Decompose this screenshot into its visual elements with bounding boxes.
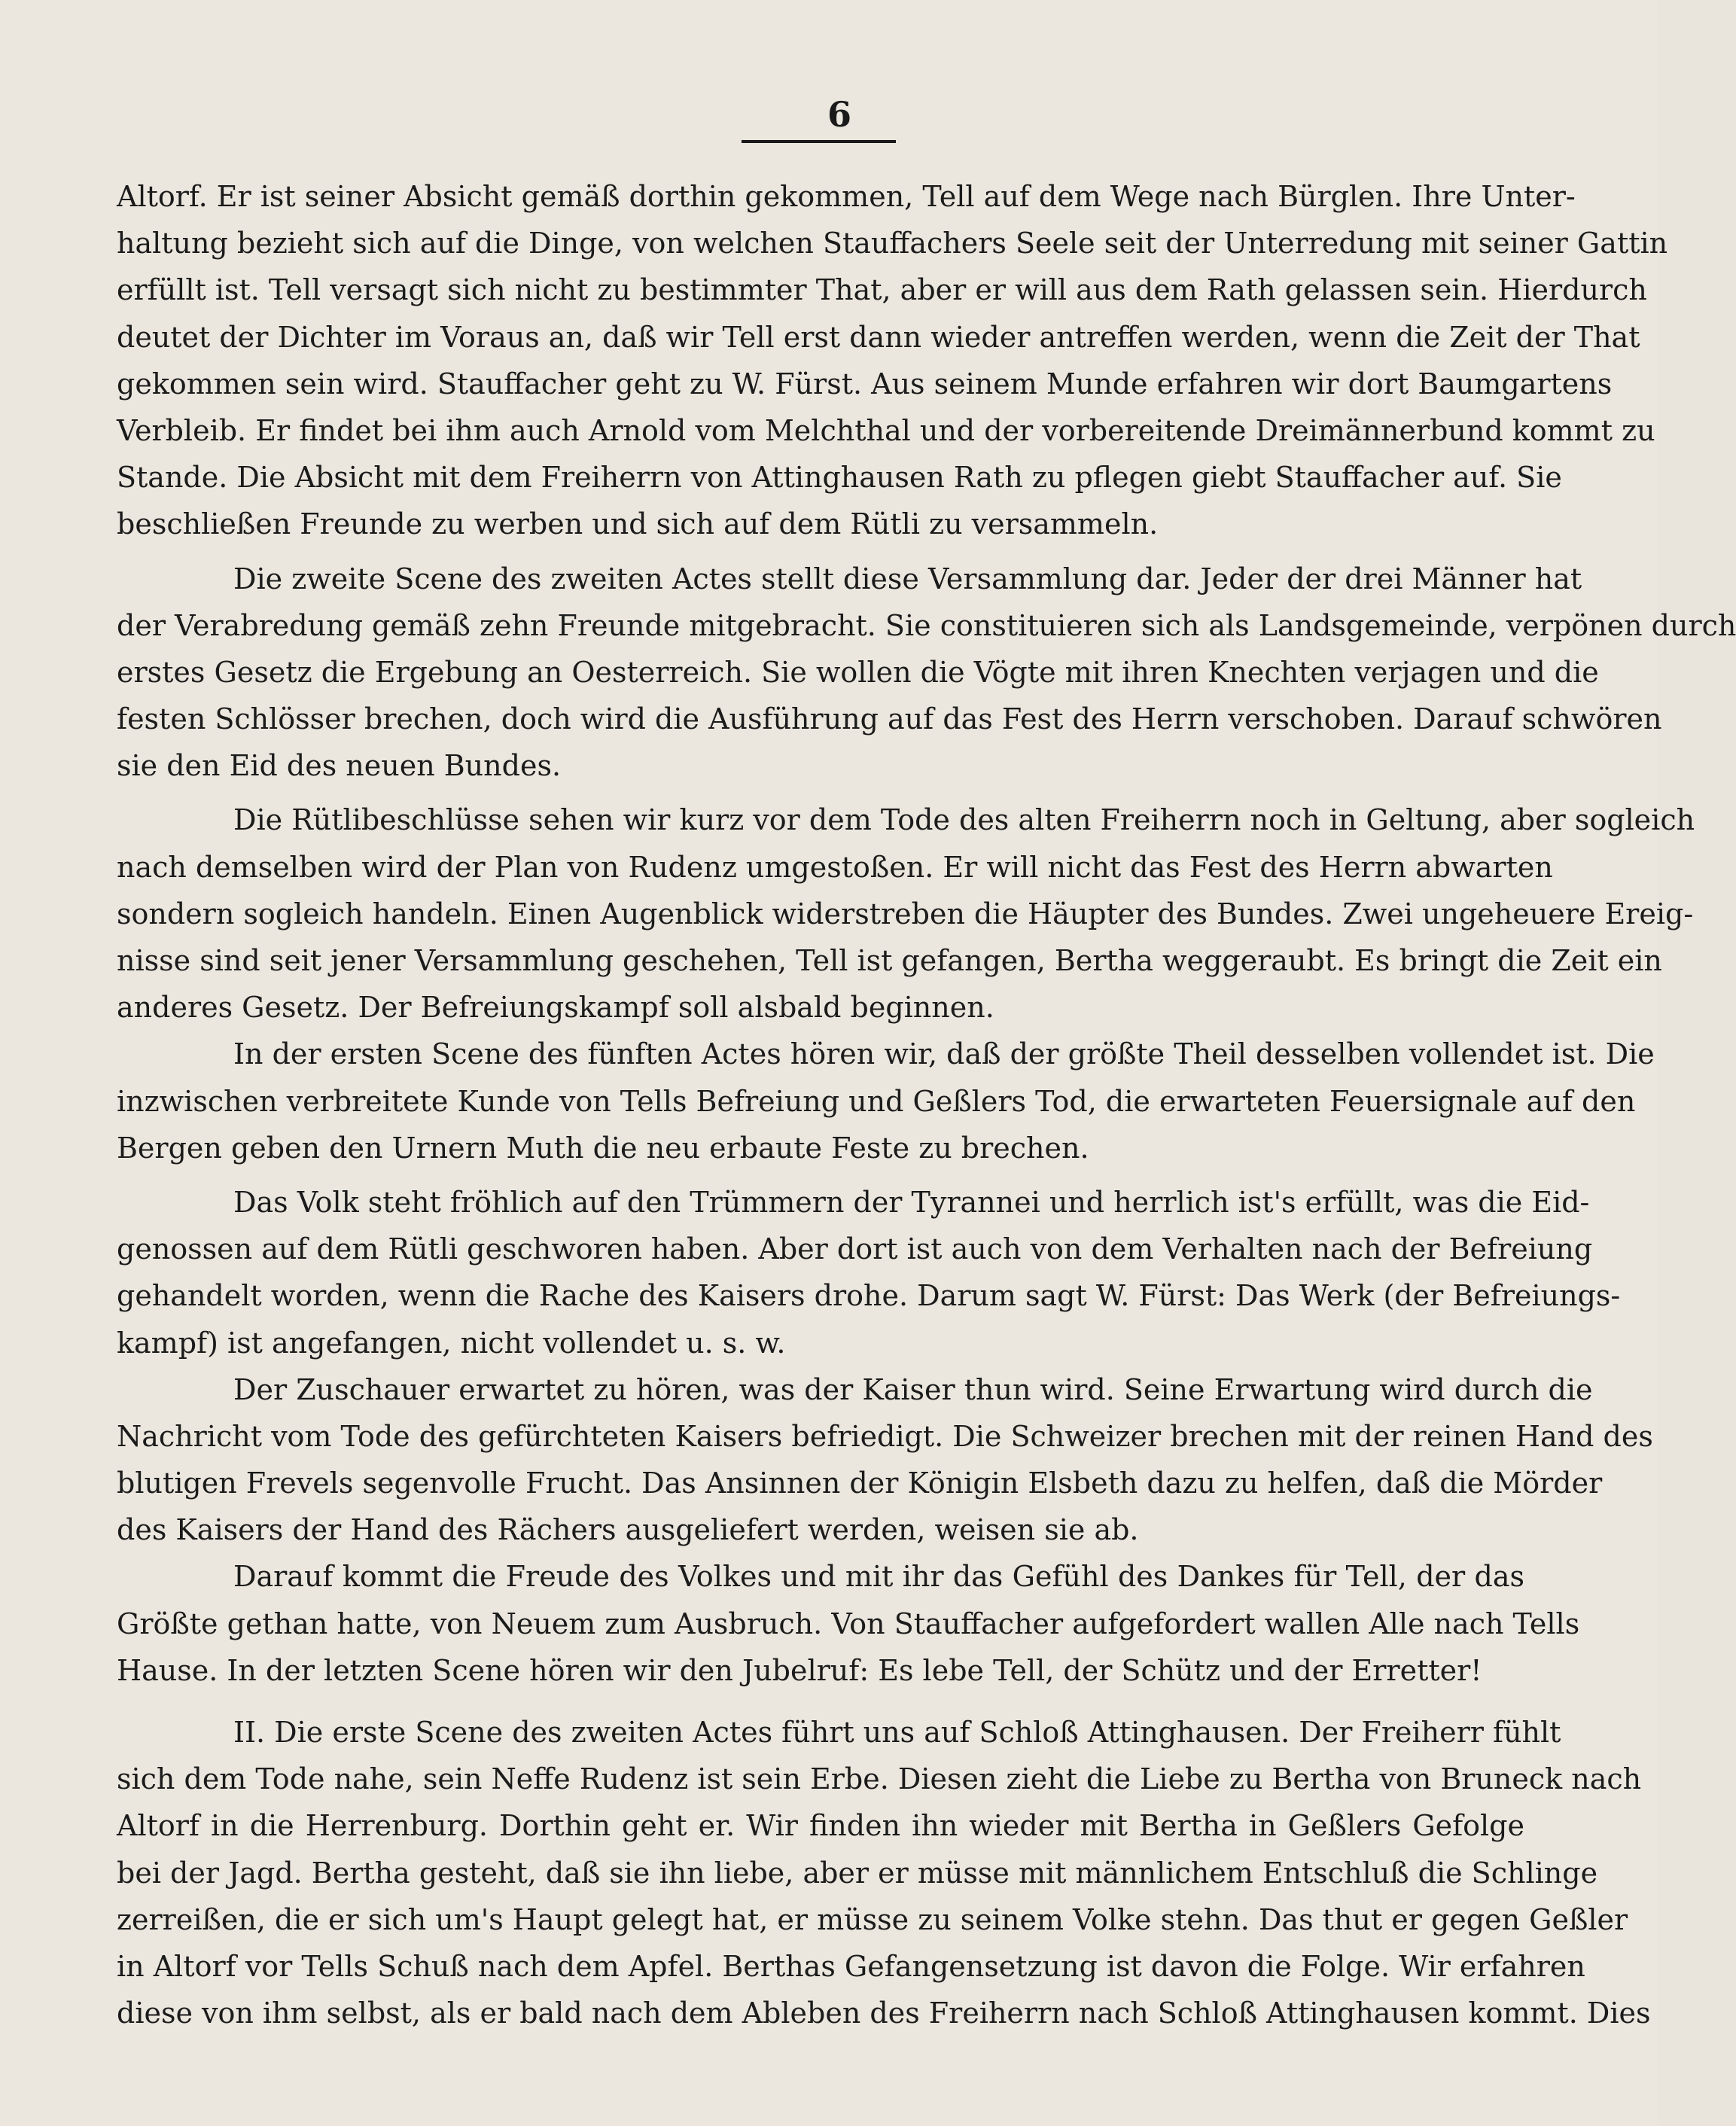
text-line: Altorf in die Herrenburg. Dorthin geht er. Wir finden ihn wieder mit Bertha in Geßlers Gefolge <box>117 1809 1524 1843</box>
text-line: beschließen Freunde zu werben und sich auf dem Rütli zu versammeln. <box>117 507 1159 541</box>
text-line: Verbleib. Er findet bei ihm auch Arnold vom Melchthal und der vorbereitende Dreimännerbund kommt zu <box>117 413 1655 447</box>
paragraph-4 <box>117 1031 1655 1171</box>
text-line: gekommen sein wird. Stauffacher geht zu W. Fürst. Aus seinem Munde erfahren wir dort Baumgartens <box>117 367 1613 401</box>
text-line: erstes Gesetz die Ergebung an Oesterreich. Sie wollen die Vögte mit ihren Knechten verjagen und die <box>117 655 1599 689</box>
text-line: kampf) ist angefangen, nicht vollendet u. s. w. <box>117 1326 786 1360</box>
body-text <box>117 173 1736 2036</box>
paragraph-2 <box>117 556 1736 790</box>
paragraph-section-ii <box>117 1709 1651 2036</box>
text-line: gehandelt worden, wenn die Rache des Kaisers drohe. Darum sagt W. Fürst: Das Werk (der Befreiungs- <box>117 1279 1621 1313</box>
text-line: Altorf. Er ist seiner Absicht gemäß dorthin gekommen, Tell auf dem Wege nach Bürglen. Ihre Unter- <box>117 180 1576 213</box>
text-line: II. Die erste Scene des zweiten Actes führt uns auf Schloß Attinghausen. Der Freiherr fühlt <box>233 1716 1561 1749</box>
text-line: sie den Eid des neuen Bundes. <box>117 749 562 783</box>
text-line: festen Schlösser brechen, doch wird die Ausführung auf das Fest des Herrn verschoben. Darauf schwören <box>117 702 1662 736</box>
text-line: In der ersten Scene des fünften Actes hören wir, daß der größte Theil desselben vollendet ist. Die <box>233 1037 1655 1071</box>
paragraph-1 <box>117 173 1668 548</box>
text-line: in Altorf vor Tells Schuß nach dem Apfel. Berthas Gefangensetzung ist davon die Folge. Wir erfahren <box>117 1949 1585 1983</box>
text-line: Die Rütlibeschlüsse sehen wir kurz vor dem Tode des alten Freiherrn noch in Geltung, aber sogleich <box>233 803 1695 837</box>
paragraph-6 <box>117 1366 1653 1554</box>
text-line: Bergen geben den Urnern Muth die neu erbaute Feste zu brechen. <box>117 1131 1089 1165</box>
text-line: Der Zuschauer erwartet zu hören, was der Kaiser thun wird. Seine Erwartung wird durch die <box>233 1372 1593 1406</box>
text-line: Nachricht vom Tode des gefürchteten Kaisers befriedigt. Die Schweizer brechen mit der reinen Hand des <box>117 1419 1653 1453</box>
text-line: sich dem Tode nahe, sein Neffe Rudenz ist sein Erbe. Diesen zieht die Liebe zu Bertha von Bruneck nach <box>117 1762 1642 1796</box>
text-line: des Kaisers der Hand des Rächers ausgeliefert werden, weisen sie ab. <box>117 1513 1139 1547</box>
text-line: blutigen Frevels segenvolle Frucht. Das Ansinnen der Königin Elsbeth dazu zu helfen, daß die Mörder <box>117 1467 1603 1500</box>
text-line: bei der Jagd. Bertha gesteht, daß sie ihn liebe, aber er müsse mit männlichem Entschluß die Schlinge <box>117 1856 1598 1890</box>
text-line: Die zweite Scene des zweiten Actes stellt diese Versammlung dar. Jeder der drei Männer hat <box>233 562 1582 595</box>
text-line: Größte gethan hatte, von Neuem zum Ausbruch. Von Stauffacher aufgefordert wallen Alle nach Tells <box>117 1607 1580 1640</box>
text-line: haltung bezieht sich auf die Dinge, von welchen Stauffachers Seele seit der Unterredung mit seiner Gattin <box>117 227 1668 260</box>
paragraph-5 <box>117 1179 1621 1366</box>
text-line: inzwischen verbreitete Kunde von Tells Befreiung und Geßlers Tod, die erwarteten Feuersignale auf den <box>117 1084 1636 1118</box>
text-line: Darauf kommt die Freude des Volkes und mit ihr das Gefühl des Dankes für Tell, der das <box>233 1560 1524 1594</box>
text-line: diese von ihm selbst, als er bald nach dem Ableben des Freiherrn nach Schloß Attinghausen kommt. Dies <box>117 1997 1651 2030</box>
text-line: anderes Gesetz. Der Befreiungskampf soll alsbald beginnen. <box>117 991 994 1025</box>
text-line: Stande. Die Absicht mit dem Freiherrn von Attinghausen Rath zu pflegen giebt Stauffacher auf. Sie <box>117 461 1562 495</box>
text-line: sondern sogleich handeln. Einen Augenblick widerstreben die Häupter des Bundes. Zwei ungeheuere Ereig- <box>117 897 1694 931</box>
page-number-rule <box>742 140 896 143</box>
text-line: der Verabredung gemäß zehn Freunde mitgebracht. Sie constituieren sich als Landsgemeinde, verpönen durch <box>117 608 1736 642</box>
text-line: zerreißen, die er sich um's Haupt gelegt hat, er müsse zu seinem Volke stehn. Das thut er gegen Geßler <box>117 1902 1628 1936</box>
text-line: nisse sind seit jener Versammlung geschehen, Tell ist gefangen, Bertha weggeraubt. Es bringt die Zeit ein <box>117 944 1662 977</box>
text-line: Hause. In der letzten Scene hören wir den Jubelruf: Es lebe Tell, der Schütz und der Erretter! <box>117 1653 1482 1687</box>
text-line: deutet der Dichter im Voraus an, daß wir Tell erst dann wieder antreffen werden, wenn die Zeit der That <box>117 320 1640 354</box>
paragraph-7 <box>117 1553 1580 1694</box>
text-line: nach demselben wird der Plan von Rudenz umgestoßen. Er will nicht das Fest des Herrn abwarten <box>117 850 1553 884</box>
text-line: genossen auf dem Rütli geschworen haben. Aber dort ist auch von dem Verhalten nach der Befreiung <box>117 1232 1593 1266</box>
page-number: 6 <box>827 94 851 135</box>
text-line: erfüllt ist. Tell versagt sich nicht zu bestimmter That, aber er will aus dem Rath gelassen sein. Hierdurch <box>117 273 1647 307</box>
text-line: Das Volk steht fröhlich auf den Trümmern der Tyrannei und herrlich ist's erfüllt, was die Eid- <box>233 1185 1590 1219</box>
paragraph-3 <box>117 796 1695 1031</box>
